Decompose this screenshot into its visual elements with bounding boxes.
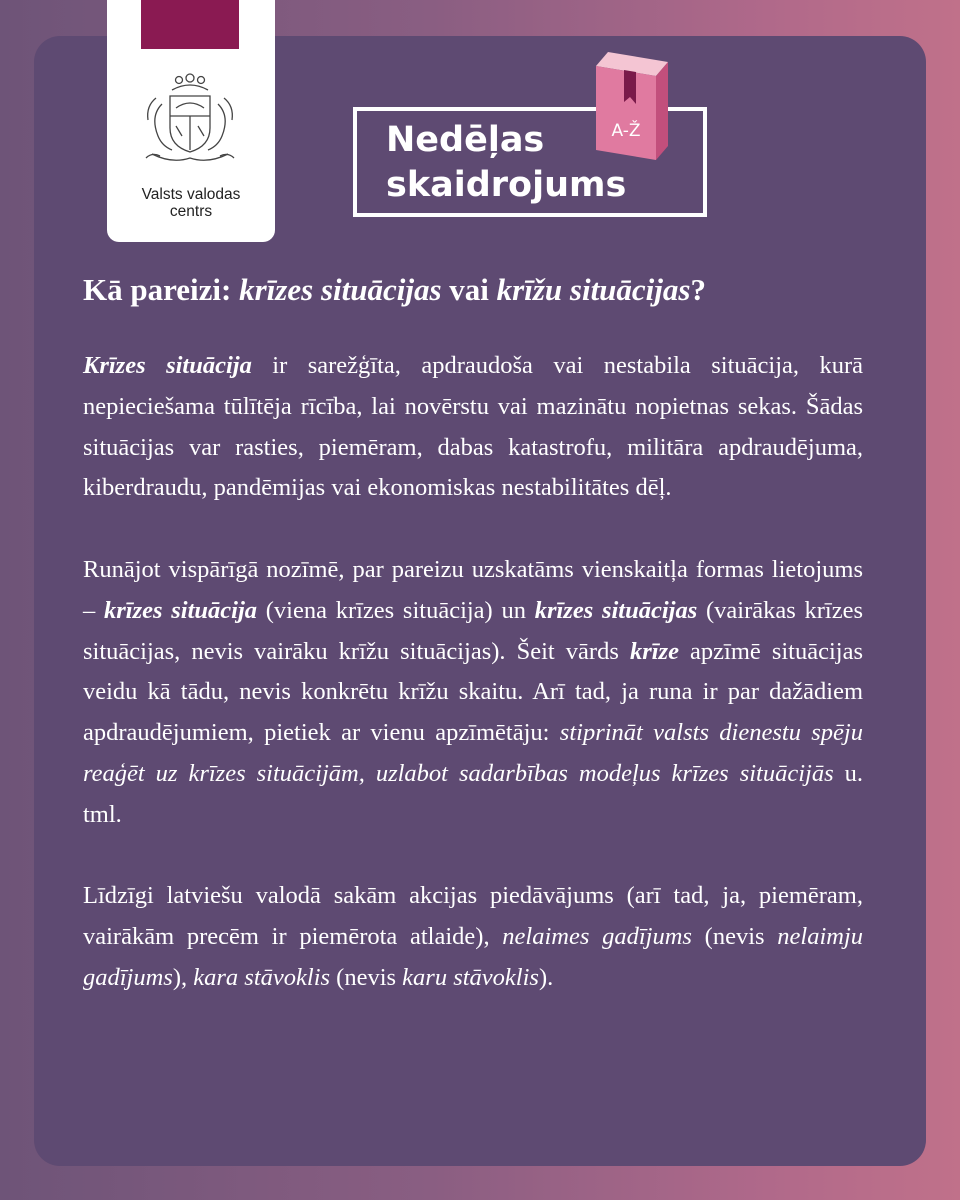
analogy-text-4: (nevis [330, 963, 403, 991]
analogy-text-5: ). [538, 963, 554, 991]
usage-example: stiprināt valsts dienestu spēju reaģēt uz krīzes situācijām, uzlabot sadarbības modeļus krīzes situācijās [83, 719, 863, 787]
article-body [83, 346, 863, 999]
usage-text-5: u. tml. [83, 759, 863, 828]
badge-line2: skaidrojums [386, 165, 627, 205]
analogy-example-1: nelaimes gadījums [502, 923, 692, 951]
analogy-text-1: Līdzīgi latviešu valodā sakām akcijas piedāvājums (arī tad, ja, piemēram, vairākām precēm ir piemērota atlaide), [83, 882, 863, 951]
logo-accent-bar [141, 0, 239, 49]
title-suffix: ? [690, 272, 706, 307]
paragraph-analogy [83, 876, 863, 998]
analogy-example-2: nelaimju gadījums [83, 923, 864, 991]
analogy-example-4: karu stāvoklis [402, 963, 539, 991]
definition-text: ir sarežģīta, apdraudoša vai nestabila situācija, kurā nepieciešama tūlītēja rīcība, lai novērstu vai mazinātu nopietnas sekas. Šādas situācijas var rasties, piemēram, dabas katastrofu, militāra apdraudējuma, kiberdraudu, pandēmijas vai ekonomiskas nestabilitātes dēļ. [83, 352, 864, 502]
title-middle: vai [441, 272, 497, 307]
page-title [83, 270, 706, 310]
usage-text-4: apzīmē situācijas veidu kā tādu, nevis konkrētu krīžu skaitu. Arī tad, ja runa ir par dažādiem apdraudējumiem, pietiek ar vienu apzīmētāju: [83, 637, 864, 747]
paragraph-usage [83, 550, 863, 836]
badge-line1: Nedēļas [386, 120, 545, 160]
analogy-example-3: kara stāvoklis [193, 963, 331, 991]
usage-text-1: Runājot vispārīgā nozīmē, par pareizu uzskatāms vienskaitļa formas lietojums – [83, 555, 863, 624]
usage-term-3: krīze [629, 637, 679, 665]
usage-text-3: (vairākas krīzes situācijas, nevis vairāku krīžu situācijas). Šeit vārds [83, 596, 863, 665]
title-prefix: Kā pareizi: [83, 272, 240, 307]
usage-term-2: krīzes situācijas [534, 596, 698, 624]
title-term2: krīžu situācijas [496, 272, 691, 307]
usage-term-1: krīzes situācija [103, 596, 258, 624]
paragraph-definition [83, 346, 863, 509]
analogy-text-3: ), [172, 963, 194, 991]
analogy-text-2: (nevis [691, 923, 778, 951]
org-name-line1: Valsts valodas [141, 186, 241, 203]
org-name-line2: centrs [169, 203, 213, 220]
book-label: A-Ž [611, 121, 641, 141]
defined-term: Krīzes situācija [83, 352, 252, 379]
usage-text-2: (viena krīzes situācija) un [257, 596, 535, 624]
title-term1: krīzes situācijas [239, 272, 442, 307]
latvia-coat-of-arms-icon [132, 66, 248, 170]
dictionary-book-icon [588, 48, 670, 160]
organization-name [107, 186, 275, 220]
